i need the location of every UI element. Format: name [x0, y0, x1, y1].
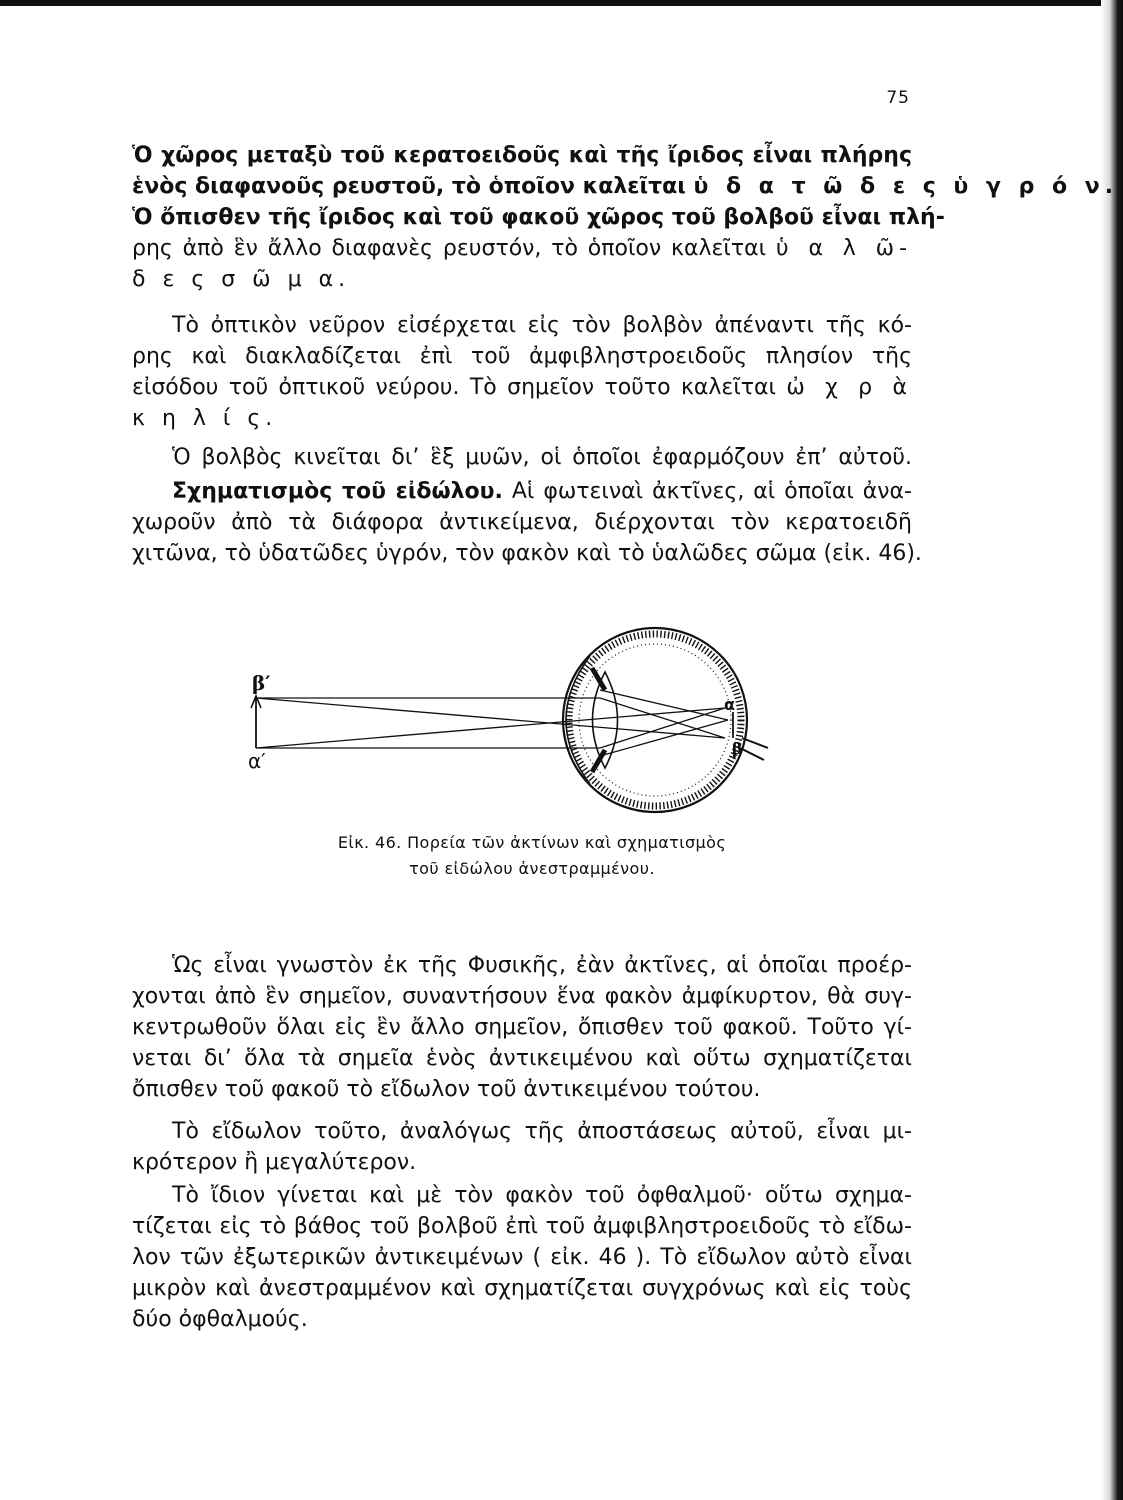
section-heading: Σχηματισμὸς τοῦ εἰδώλου.	[172, 479, 503, 504]
text-line: ὄπισθεν τοῦ φακοῦ τὸ εἴδωλον τοῦ ἀντικειμένου τούτου.	[132, 1077, 761, 1102]
text-line: εἰσόδου τοῦ ὀπτικοῦ νεύρου. Τὸ σημεῖον τοῦτο καλεῖται ὠ χ ρ ὰ	[132, 375, 913, 400]
text-line: Τὸ εἴδωλον τοῦτο, ἀναλόγως τῆς ἀποστάσεως αὐτοῦ, εἶναι μι-	[172, 1119, 912, 1144]
text-line: Ὁ βολβὸς κινεῖται δι’ ἓξ μυῶν, οἱ ὁποῖοι ἐφαρμόζουν ἐπ’ αὐτοῦ.	[172, 445, 912, 470]
sclera-hatching	[569, 634, 741, 806]
paragraph-5	[132, 950, 912, 1105]
text-line	[132, 264, 912, 295]
text-line: ρης ἀπὸ ἓν ἄλλο διαφανὲς ρευστόν, τὸ ὁποῖον καλεῖται ὑ α λ ῶ-	[132, 236, 913, 261]
text-line: χωροῦν ἀπὸ τὰ διάφορα ἀντικείμενα, διέρχονται τὸν κερατοειδῆ	[132, 510, 912, 535]
paragraph-1	[132, 140, 1119, 295]
text-line: Σχηματισμὸς τοῦ εἰδώλου. Αἱ φωτειναὶ ἀκτῖνες, αἱ ὁποῖαι ἀνα-	[172, 479, 912, 504]
text-line: Ὁ ὄπισθεν τῆς ἴριδος καὶ τοῦ φακοῦ χῶρος τοῦ βολβοῦ εἶναι πλή-	[132, 205, 945, 230]
text-line: Ὁ χῶρος μεταξὺ τοῦ κερατοειδοῦς καὶ τῆς ἴριδος εἶναι πλήρης	[132, 143, 912, 168]
paragraph-2	[132, 310, 912, 434]
label-image-bottom: β	[732, 739, 743, 758]
ray-inner-2	[600, 720, 728, 756]
spaced-term: ὠ χ ρ ὰ	[786, 375, 913, 400]
text-line: δύο ὀφθαλμούς.	[132, 1307, 308, 1332]
ray-inner-1	[600, 690, 728, 720]
text-line: νεται δι’ ὅλα τὰ σημεῖα ἑνὸς ἀντικειμένου καὶ οὕτω σχηματίζεται	[132, 1046, 912, 1071]
text-line: ρης καὶ διακλαδίζεται ἐπὶ τοῦ ἀμφιβληστροειδοῦς πλησίον τῆς	[132, 344, 912, 369]
text-line: χονται ἀπὸ ἓν σημεῖον, συναντήσουν ἕνα φακὸν ἀμφίκυρτον, θὰ συγ-	[132, 984, 912, 1009]
paragraph-3	[132, 442, 912, 473]
text-line: Ὡς εἶναι γνωστὸν ἐκ τῆς Φυσικῆς, ἐὰν ἀκτῖνες, αἱ ὁποῖαι προέρ-	[172, 953, 912, 978]
eye-diagram	[230, 620, 790, 830]
spaced-term: ὑ δ α τ ῶ δ ε ς ὑ γ ρ ό ν.	[693, 174, 1119, 199]
paragraph-7	[132, 1180, 912, 1335]
text-line: κρότερον ἢ μεγαλύτερον.	[132, 1150, 417, 1175]
text-line: τίζεται εἰς τὸ βάθος τοῦ βολβοῦ ἐπὶ τοῦ ἀμφιβληστροειδοῦς τὸ εἴδω-	[132, 1214, 912, 1239]
label-object-top: β′	[252, 671, 271, 695]
caption-line: τοῦ εἰδώλου ἀνεστραμμένου.	[409, 859, 655, 878]
figure-caption	[262, 830, 802, 882]
label-image-top: α	[724, 695, 735, 714]
caption-line: Εἰκ. 46. Πορεία τῶν ἀκτίνων καὶ σχηματισμὸς	[337, 833, 727, 852]
ray-top-center	[256, 698, 725, 738]
ray-bottom-center	[256, 708, 725, 748]
text-line: χιτῶνα, τὸ ὑδατῶδες ὑγρόν, τὸν φακὸν καὶ τὸ ὑαλῶδες σῶμα (εἰκ. 46).	[132, 541, 922, 566]
text-line: Τὸ ἴδιον γίνεται καὶ μὲ τὸν φακὸν τοῦ ὀφθαλμοῦ· οὕτω σχημα-	[172, 1183, 912, 1208]
spaced-term: ὑ α λ ῶ-	[775, 236, 913, 261]
spaced-term: δ ε ς σ ῶ μ α.	[132, 267, 351, 292]
page-number: 75	[886, 88, 910, 108]
label-object-bottom: α′	[248, 749, 266, 773]
text-line	[132, 403, 912, 434]
paragraph-4	[132, 476, 922, 569]
spaced-term: κ η λ ί ς.	[132, 406, 278, 431]
retina-dots	[579, 644, 731, 796]
scan-top-edge	[0, 0, 1123, 6]
text-line: ἑνὸς διαφανοῦς ρευστοῦ, τὸ ὁποῖον καλεῖται ὑ δ α τ ῶ δ ε ς ὑ γ ρ ό ν.	[132, 174, 1119, 199]
text-line: Τὸ ὀπτικὸν νεῦρον εἰσέρχεται εἰς τὸν βολβὸν ἀπέναντι τῆς κό-	[172, 313, 912, 338]
scan-right-edge	[1101, 0, 1123, 1500]
paragraph-6	[132, 1116, 912, 1178]
text-line: λον τῶν ἐξωτερικῶν ἀντικειμένων ( εἰκ. 46 ). Τὸ εἴδωλον αὐτὸ εἶναι	[132, 1245, 912, 1270]
ray-bottom-refracted	[600, 708, 725, 748]
text-line: κεντρωθοῦν ὅλαι εἰς ἓν ἄλλο σημεῖον, ὄπισθεν τοῦ φακοῦ. Τοῦτο γί-	[132, 1015, 912, 1040]
text-line: μικρὸν καὶ ἀνεστραμμένον καὶ σχηματίζεται συγχρόνως καὶ εἰς τοὺς	[132, 1276, 912, 1301]
